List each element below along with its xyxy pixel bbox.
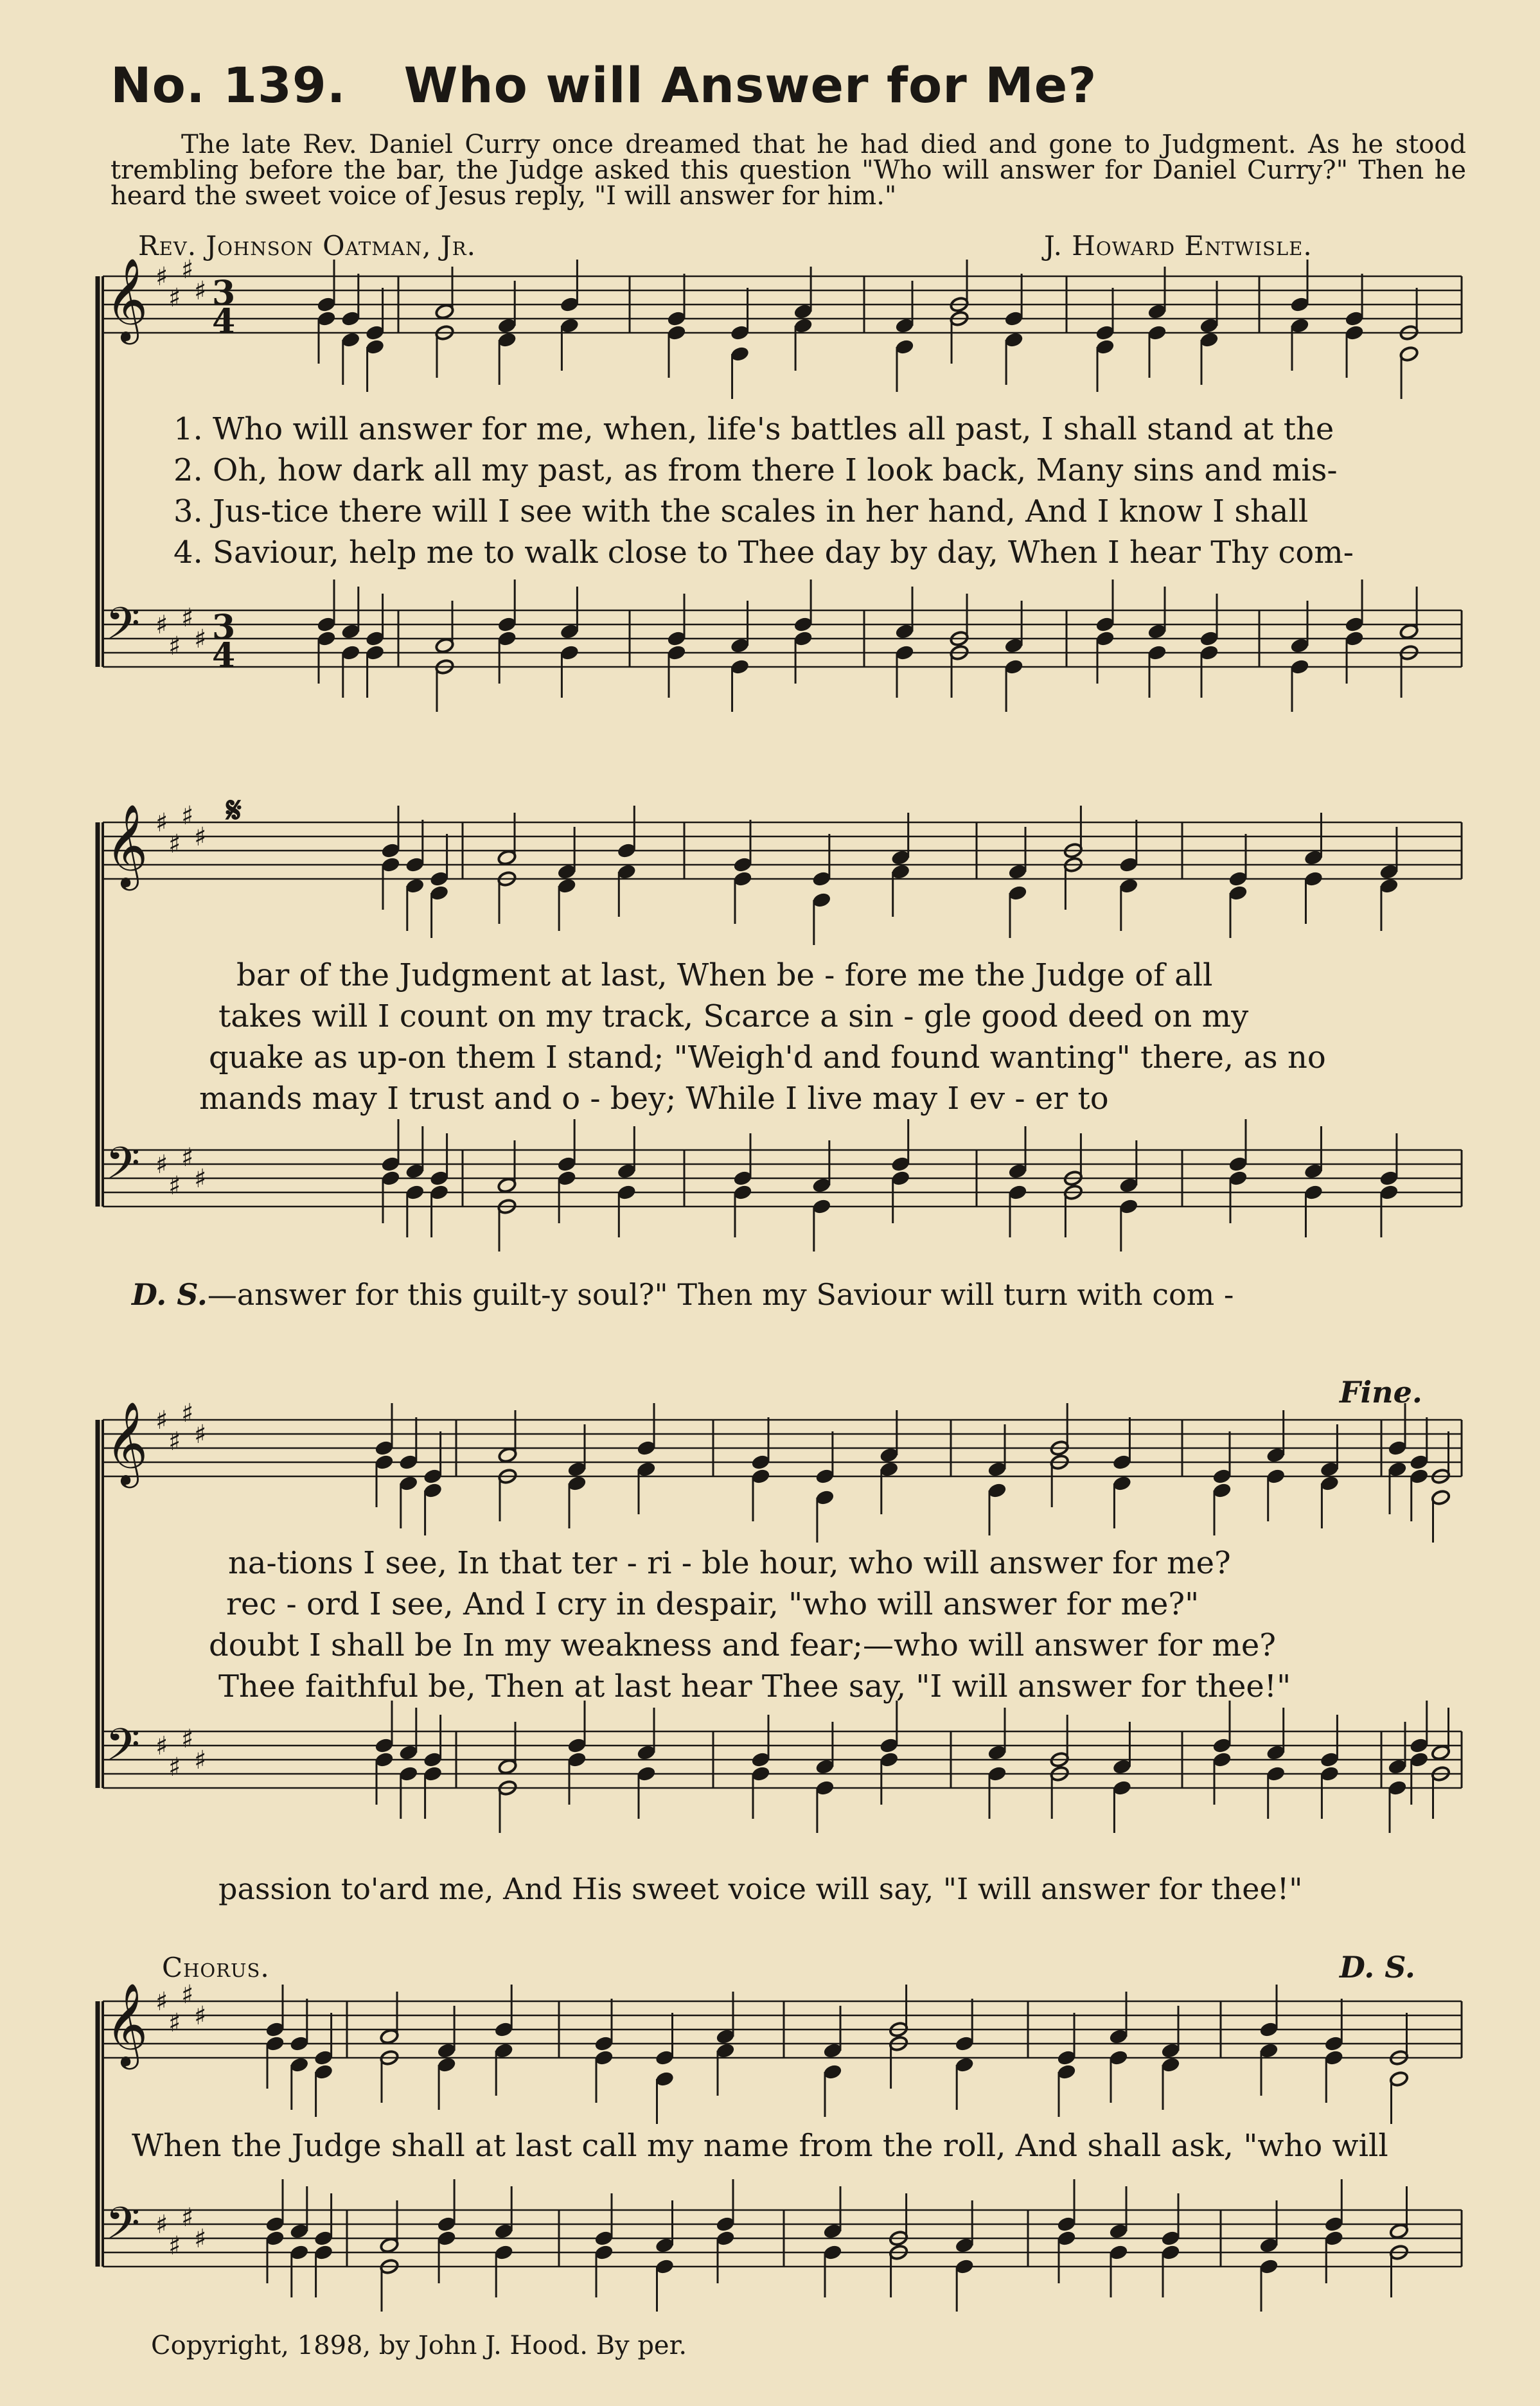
ds-continuation: passion to'ard me, And His sweet voice will say, "I will answer for thee!" [218, 1871, 1303, 1906]
svg-text:𝄞: 𝄞 [105, 1983, 148, 2066]
lyricist: Rev. Johnson Oatman, Jr. [138, 230, 476, 261]
svg-text:𝄞: 𝄞 [105, 804, 148, 887]
svg-text:♯: ♯ [194, 1420, 207, 1449]
svg-text:3: 3 [212, 608, 236, 647]
svg-text:♯: ♯ [168, 632, 181, 661]
svg-text:♯: ♯ [155, 1987, 168, 2017]
fine-mark: Fine. [1340, 1375, 1422, 1410]
ds-text: —answer for this guilt-y soul?" Then my Saviour will turn with com - [207, 1277, 1234, 1312]
svg-text:♯: ♯ [168, 1427, 181, 1456]
svg-text:♯: ♯ [168, 1753, 181, 1782]
hymn-number: No. 139. [111, 57, 346, 114]
composer: J. Howard Entwisle. [1044, 230, 1313, 261]
svg-text:♯: ♯ [155, 1150, 168, 1180]
svg-text:♯: ♯ [168, 283, 181, 313]
svg-text:♯: ♯ [181, 1724, 194, 1754]
ds-label: D. S. [132, 1277, 208, 1312]
svg-text:♯: ♯ [155, 2210, 168, 2240]
verse-line-3: 3. Jus-tice there will I see with the scales in her hand, And I know I shall [173, 493, 1309, 529]
ds-return-line [132, 1277, 1234, 1312]
svg-text:♯: ♯ [181, 801, 194, 831]
svg-text:4: 4 [212, 302, 236, 341]
verse-line-4: 4. Saviour, help me to walk close to Thee day by day, When I hear Thy com- [173, 535, 1354, 571]
svg-text:♯: ♯ [194, 624, 207, 654]
svg-text:𝄞: 𝄞 [105, 258, 148, 341]
svg-text:♯: ♯ [181, 2203, 194, 2233]
svg-text:♯: ♯ [181, 1399, 194, 1428]
svg-text:♯: ♯ [194, 2224, 207, 2254]
svg-text:♯: ♯ [181, 1980, 194, 2010]
s3-verse-4: Thee faithful be, Then at last hear Thee say, "I will answer for thee!" [218, 1668, 1291, 1704]
svg-text:𝄢: 𝄢 [105, 1137, 141, 1200]
s3-verse-3: doubt I shall be In my weakness and fear;—who will answer for me? [209, 1627, 1276, 1663]
svg-text:𝄢: 𝄢 [105, 1719, 141, 1782]
svg-text:♯: ♯ [181, 1143, 194, 1172]
svg-text:♯: ♯ [168, 1171, 181, 1201]
svg-text:♯: ♯ [181, 603, 194, 633]
svg-text:♯: ♯ [168, 2231, 181, 2261]
svg-text:♯: ♯ [194, 1164, 207, 1194]
hymn-story: The late Rev. Daniel Curry once dreamed that he had died and gone to Judgment. As he stood trembling before the bar, the Judge asked this question "Who will answer for Daniel Curry?" Then he heard the sweet voice of Jesus reply, "I will answer for him." [111, 130, 1466, 211]
chorus-label: Chorus. [162, 1952, 270, 1983]
svg-text:𝄞: 𝄞 [105, 1401, 148, 1485]
svg-text:♯: ♯ [155, 610, 168, 640]
svg-text:♯: ♯ [168, 2008, 181, 2038]
s2-verse-2: takes will I count on my track, Scarce a sin - gle good deed on my [218, 998, 1249, 1034]
chorus-lyric: When the Judge shall at last call my name from the roll, And shall ask, "who will [132, 2128, 1388, 2164]
svg-text:♯: ♯ [155, 1731, 168, 1761]
ds-mark: D. S. [1340, 1950, 1415, 1985]
s2-verse-3: quake as up-on them I stand; "Weigh'd and found wanting" there, as no [209, 1039, 1326, 1075]
s2-verse-4: mands may I trust and o - bey; While I live may I ev - er to [199, 1081, 1109, 1117]
svg-text:♯: ♯ [194, 1746, 207, 1775]
svg-text:♯: ♯ [194, 822, 207, 852]
segno-sign: 𝄋 [226, 789, 242, 831]
svg-text:𝄢: 𝄢 [105, 2197, 141, 2260]
svg-text:3: 3 [212, 274, 236, 313]
s2-verse-1: bar of the Judgment at last, When be - fore me the Judge of all [236, 957, 1213, 993]
verse-line-2: 2. Oh, how dark all my past, as from there I look back, Many sins and mis- [173, 452, 1338, 488]
svg-text:♯: ♯ [155, 1406, 168, 1435]
copyright: Copyright, 1898, by John J. Hood. By per. [151, 2331, 687, 2360]
svg-text:4: 4 [212, 636, 236, 675]
verse-line-1: 1. Who will answer for me, when, life's battles all past, I shall stand at the [173, 411, 1334, 447]
svg-text:♯: ♯ [155, 808, 168, 838]
svg-text:♯: ♯ [194, 276, 207, 306]
svg-text:♯: ♯ [155, 262, 168, 292]
svg-text:♯: ♯ [168, 829, 181, 859]
svg-text:♯: ♯ [194, 2001, 207, 2031]
s3-verse-1: na-tions I see, In that ter - ri - ble hour, who will answer for me? [228, 1545, 1231, 1581]
s3-verse-2: rec - ord I see, And I cry in despair, "who will answer for me?" [226, 1586, 1199, 1622]
svg-text:𝄢: 𝄢 [105, 597, 141, 660]
hymn-title: Who will Answer for Me? [403, 57, 1097, 114]
svg-text:♯: ♯ [181, 255, 194, 285]
